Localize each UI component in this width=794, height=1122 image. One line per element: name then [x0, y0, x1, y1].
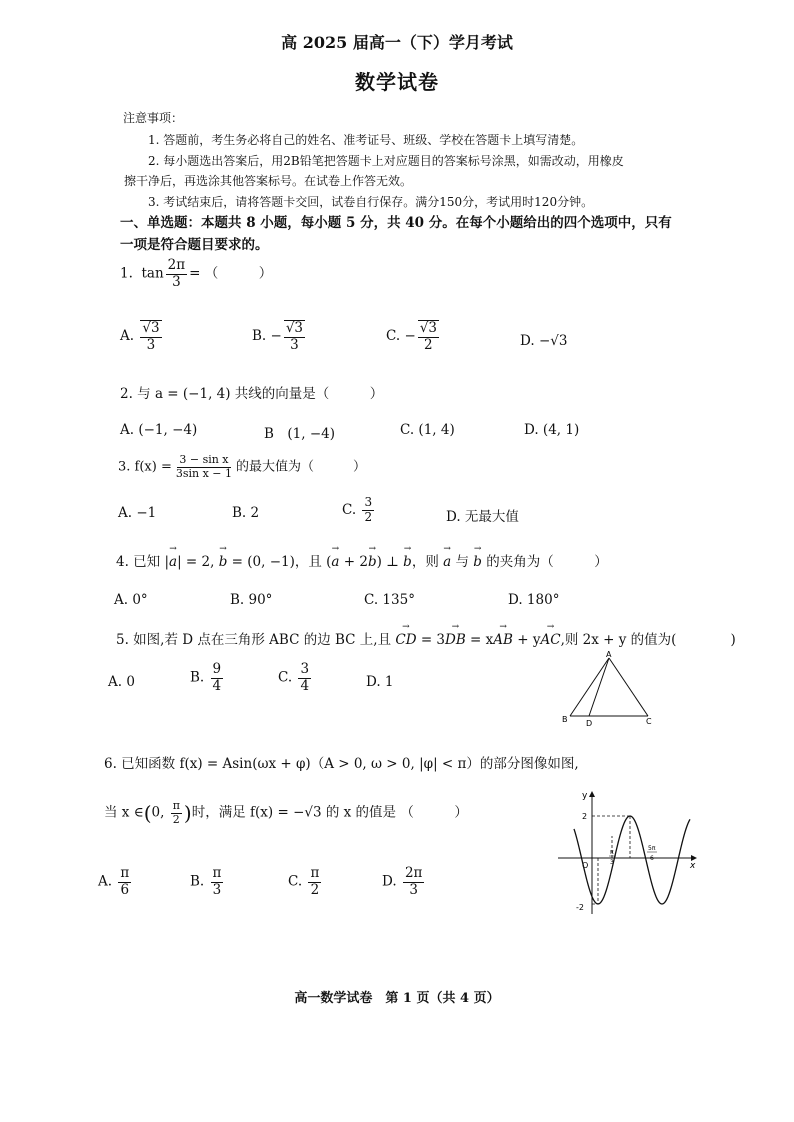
- question-6: 6. 已知函数 f(x) = Asin(ωx + φ)（A > 0, ω > 0, |φ| < π）的部分图像如图,: [104, 756, 579, 772]
- question-6-condition: 当 x ∈(0, $\frac{\pi}{2}$ )时，满足 f(x) = −√3 的 x 的值是 （ ）: [104, 799, 468, 826]
- origin-label: O: [582, 861, 589, 870]
- q2-option-d: D. (4, 1): [524, 422, 580, 438]
- section-1-heading: 一、单选题：本题共 8 小题，每小题 5 分，共 40 分。在每个小题给出的四个选项中，只有: [120, 215, 672, 231]
- ymax-label: 2: [582, 812, 588, 821]
- question-3: 3. f(x) = $\frac{\text{3 − sin x}}{\text{3sin x − 1}}$ 的最大值为（ ）: [118, 453, 367, 480]
- tick-1-numerator: π: [610, 849, 614, 856]
- side-ab: [570, 658, 609, 716]
- tick-1-denominator: 3: [610, 859, 614, 866]
- notice-item-1: 1. 答题前，考生务必将自己的姓名、准考证号、班级、学校在答题卡上填写清楚。: [148, 133, 584, 147]
- x-axis-label: x: [690, 861, 696, 871]
- q2-option-c: C. (1, 4): [400, 422, 455, 438]
- q1-option-c: C. − $\frac{√3}{2}$: [386, 320, 437, 353]
- side-ac: [609, 658, 648, 716]
- q2-option-a: A. (−1, −4): [120, 422, 198, 438]
- q3-option-c: C. $\frac{3}{2}$: [342, 495, 373, 524]
- q4-option-b: B. 90°: [230, 592, 273, 608]
- notice-item-3: 3. 考试结束后，请将答题卡交回，试卷自行保存。满分150分，考试用时120分钟。: [148, 195, 594, 209]
- q4-option-a: A. 0°: [114, 592, 148, 608]
- q5-option-c: C. $\frac{3}{4}$: [278, 661, 310, 694]
- q6-option-c: C. $\frac{\pi}{2}$: [288, 865, 320, 898]
- question-5: 5. 如图,若 D 点在三角形 ABC 的边 BC 上,且 → CD = 3→ DB = x→ AB + y→ AC,则 2x + y 的值为( ): [116, 628, 736, 648]
- q4-option-d: D. 180°: [508, 592, 560, 608]
- q3-option-d: D. 无最大值: [446, 509, 519, 525]
- q3-option-b: B. 2: [232, 505, 260, 521]
- exam-title: 高 2025 届高一（下）学月考试: [281, 33, 513, 52]
- notice-item-2: 2. 每小题选出答案后，用2B铅笔把答题卡上对应题目的答案标号涂黑，如需改动，用橡皮: [148, 154, 624, 168]
- q6-option-a: A. $\frac{\pi}{6}$: [98, 865, 130, 898]
- question-2: 2. 与 a = (−1, 4) 共线的向量是（ ）: [120, 386, 384, 402]
- q3-option-a: A. −1: [118, 505, 157, 521]
- y-axis-label: y: [582, 791, 588, 801]
- sine-curve: [574, 816, 690, 904]
- q5-option-d: D. 1: [366, 674, 394, 690]
- point-d-label: D: [586, 719, 593, 728]
- vertex-c-label: C: [646, 717, 652, 726]
- ymin-label: -2: [576, 903, 584, 912]
- sine-graph-figure: [554, 786, 702, 918]
- question-4: 4. 已知 |→ a| = 2, → b = (0, −1)，且 (→ a + 2→ b) ⊥ → b，则 → a 与 → b 的夹角为（ ）: [116, 550, 608, 570]
- exam-subtitle: 数学试卷: [355, 70, 439, 94]
- q1-option-b: B. − $\frac{√3}{3}$: [252, 320, 304, 353]
- q4-option-c: C. 135°: [364, 592, 415, 608]
- question-1: 1. tan $\frac{2\pi}{3}$ = （ ）: [120, 257, 273, 290]
- section-1-heading-cont: 一项是符合题目要求的。: [120, 237, 269, 253]
- q1-option-a: A. $\frac{√3}{3}$: [120, 320, 160, 353]
- tick-2-numerator: 5π: [648, 845, 656, 852]
- q2-option-b: B (1, −4): [264, 426, 336, 442]
- notice-heading: 注意事项：: [123, 111, 184, 125]
- q1-option-d: D. −√3: [520, 333, 568, 349]
- vertex-a-label: A: [606, 650, 612, 659]
- page-footer: 高一数学试卷 第 1 页（共 4 页）: [294, 991, 500, 1006]
- segment-ad: [589, 658, 609, 716]
- q5-option-a: A. 0: [108, 674, 135, 690]
- notice-item-2-cont: 擦干净后，再选涂其他答案标号。在试卷上作答无效。: [124, 174, 413, 188]
- tick-2-denominator: 6: [650, 855, 654, 862]
- q5-option-b: B. $\frac{9}{4}$: [190, 661, 222, 694]
- vertex-b-label: B: [562, 715, 568, 724]
- q6-option-b: B. $\frac{\pi}{3}$: [190, 865, 222, 898]
- q6-option-d: D. $\frac{2\pi}{3}$: [382, 865, 423, 898]
- triangle-figure: [556, 648, 666, 728]
